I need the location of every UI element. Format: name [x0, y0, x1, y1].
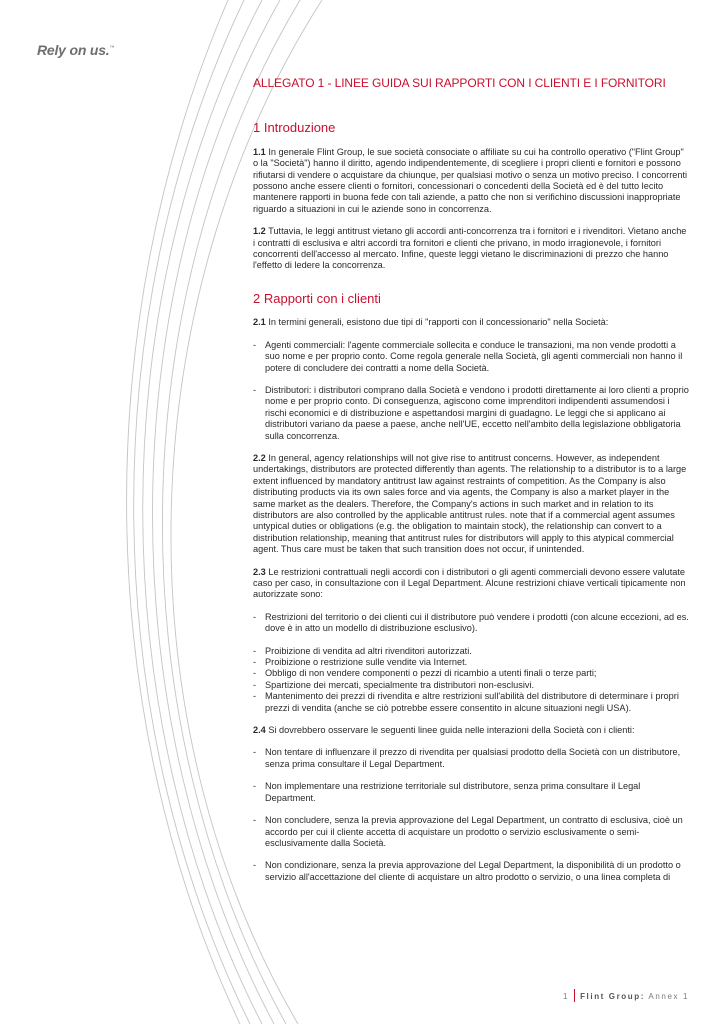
page-footer — [563, 989, 689, 1002]
paragraph-1-1 — [253, 147, 689, 215]
paragraph-text: Si dovrebbero osservare le seguenti linee guida nelle interazioni della Società con i clienti: — [265, 725, 635, 736]
section-heading-introduction: 1 Introduzione — [253, 120, 336, 136]
footer-page-number-right: 1 — [682, 992, 689, 1001]
paragraph-2-2 — [253, 453, 689, 556]
document-body — [253, 78, 689, 894]
paragraph-1-2 — [253, 226, 689, 272]
footer-divider — [574, 989, 575, 1002]
paragraph-number: 2.1 — [253, 317, 266, 328]
restriction-list-first — [253, 612, 689, 635]
list-item: - Non condizionare, senza la previa approvazione del Legal Department, la disponibilità di un prodotto o servizio all'accettazione del cliente di acquistare un altro prodotto o servizio, o una linea completa di — [253, 860, 689, 883]
paragraph-number: 2.2 — [253, 452, 266, 463]
guidelines-list — [253, 747, 689, 883]
paragraph-number: 1.1 — [253, 146, 266, 157]
list-item: - Restrizioni del territorio o dei clienti cui il distributore può vendere i prodotti (con alcune eccezioni, ad es. dove è in atto un modello di distribuzione esclusivo). — [253, 612, 689, 635]
document-title: ALLEGATO 1 - LINEE GUIDA SUI RAPPORTI CON I CLIENTI E I FORNITORI — [253, 76, 666, 90]
paragraph-text: In termini generali, esistono due tipi di "rapporti con il concessionario" nella Società: — [265, 317, 609, 328]
paragraph-2-4 — [253, 725, 689, 736]
paragraph-2-1 — [253, 317, 689, 328]
list-item-agents: - Agenti commerciali: l'agente commerciale sollecita e conduce le transazioni, ma non vende prodotti a suo nome e per proprio conto. Come regola generale nella Società, gli agenti commerciali non hanno il potere di concludere dei contratti a nome della Società. — [253, 340, 689, 374]
list-item: - Proibizione di vendita ad altri rivenditori autorizzati. — [253, 646, 689, 657]
list-item: - Proibizione o restrizione sulle vendite via Internet. — [253, 657, 689, 668]
brand-logo — [37, 42, 114, 58]
list-item: - Non implementare una restrizione territoriale sul distributore, senza prima consultare il Legal Department. — [253, 781, 689, 804]
paragraph-2-3 — [253, 567, 689, 601]
paragraph-text: In general, agency relationships will not give rise to antitrust concerns. However, as independent undertakings, distributors are protected differently than agents. The relationship to a distributor is to a large extent influenced by mandatory antitrust law against restraints of competition. As the Company is also distributing products via its own sales force and via agents, the Company is also a market player in the same market as the dealers. Therefore, the Company's actions in such market and in relation to its distributors are also controlled by the applicable antitrust rules. note that if a commercial agent assumes untypical duties or obligations (e.g. the obligation to maintain stock), the relationship can convert to a distribution relationship, meaning that antitrust rules for distributors will apply to this atypical commercial agent. Thus care must be taken that such transition does not occur, if unintended. — [253, 452, 687, 555]
logo-text: Rely on us. — [37, 42, 110, 58]
list-item: - Non tentare di influenzare il prezzo di rivendita per qualsiasi prodotto della Società con un distributore, senza prima consultare il Legal Department. — [253, 747, 689, 770]
paragraph-text: Le restrizioni contrattuali negli accordi con i distributori o gli agenti commerciali devono essere valutate caso per caso, in consultazione con il Legal Department. Alcune restrizioni chiave verticali tipicamente non autorizzate sono: — [253, 566, 686, 600]
list-item: - Spartizione dei mercati, specialmente tra distributori non-esclusivi. — [253, 680, 689, 691]
paragraph-text: In generale Flint Group, le sue società consociate o affiliate su cui ha controllo operativo ("Flint Group" o la "Società") hanno il diritto, agendo indipendentemente, di scegliere i propri clienti e fornitori e possono rifiutarsi di vendere o acquistare da chiunque, per qualsiasi motivo o senza un motivo preciso. I concorrenti possono anche essere clienti o fornitori, concessionari o concedenti della Società ed è del tutto lecito mantenere rapporti in buona fede con tali aziende, a patto che non si verifichino discussioni inappropriate riguardo a situazioni in cui le aziende sono in concorrenza. — [253, 146, 688, 214]
logo-trademark: ™ — [109, 45, 115, 51]
paragraph-number: 2.3 — [253, 566, 266, 577]
paragraph-text: Tuttavia, le leggi antitrust vietano gli accordi anti-concorrenza tra i fornitori e i rivenditori. Vietano anche i contratti di esclusiva e altri accordi tra fornitori e clienti che privano, in modo irragionevole, i fornitori concorrenti dell'accesso al mercato. Infine, queste leggi vietano le discriminazioni di prezzo che hanno l'effetto di ledere la concorrenza. — [253, 226, 687, 271]
list-item: - Mantenimento dei prezzi di rivendita e altre restrizioni sull'abilità del distributore di determinare i propri prezzi di vendita (anche se ciò potrebbe essere consentito in alcune situazioni negli USA). — [253, 691, 689, 714]
footer-page-number-left: 1 — [563, 992, 570, 1001]
list-item-distributors: - Distributori: i distributori comprano dalla Società e vendono i prodotti direttamente ai loro clienti a proprio nome e per proprio conto. Di conseguenza, agiscono come imprenditori indipendenti assumendosi i rischi economici e di distribuzione e aspettandosi margini di guadagno. Le leggi che si applicano ai distributori variano da paese a paese, anche nell'UE, eccetto nell'ambito della legislazione obbligatoria sulla concorrenza. — [253, 385, 689, 442]
list-item: - Obbligo di non vendere componenti o pezzi di ricambio a utenti finali o terze parti; — [253, 668, 689, 679]
dealer-types-list — [253, 340, 689, 442]
list-item: - Non concludere, senza la previa approvazione del Legal Department, un contratto di esclusiva, cioè un accordo per cui il cliente accetta di acquistare un prodotto o servizio esclusivamente o semi-esclusivamente dalla Società. — [253, 815, 689, 849]
paragraph-number: 2.4 — [253, 725, 266, 736]
footer-brand: Flint Group: — [580, 992, 646, 1001]
paragraph-number: 1.2 — [253, 226, 266, 237]
restriction-list — [253, 646, 689, 714]
section-heading-client-relations: 2 Rapporti con i clienti — [253, 290, 381, 306]
footer-annex: Annex — [648, 992, 680, 1001]
